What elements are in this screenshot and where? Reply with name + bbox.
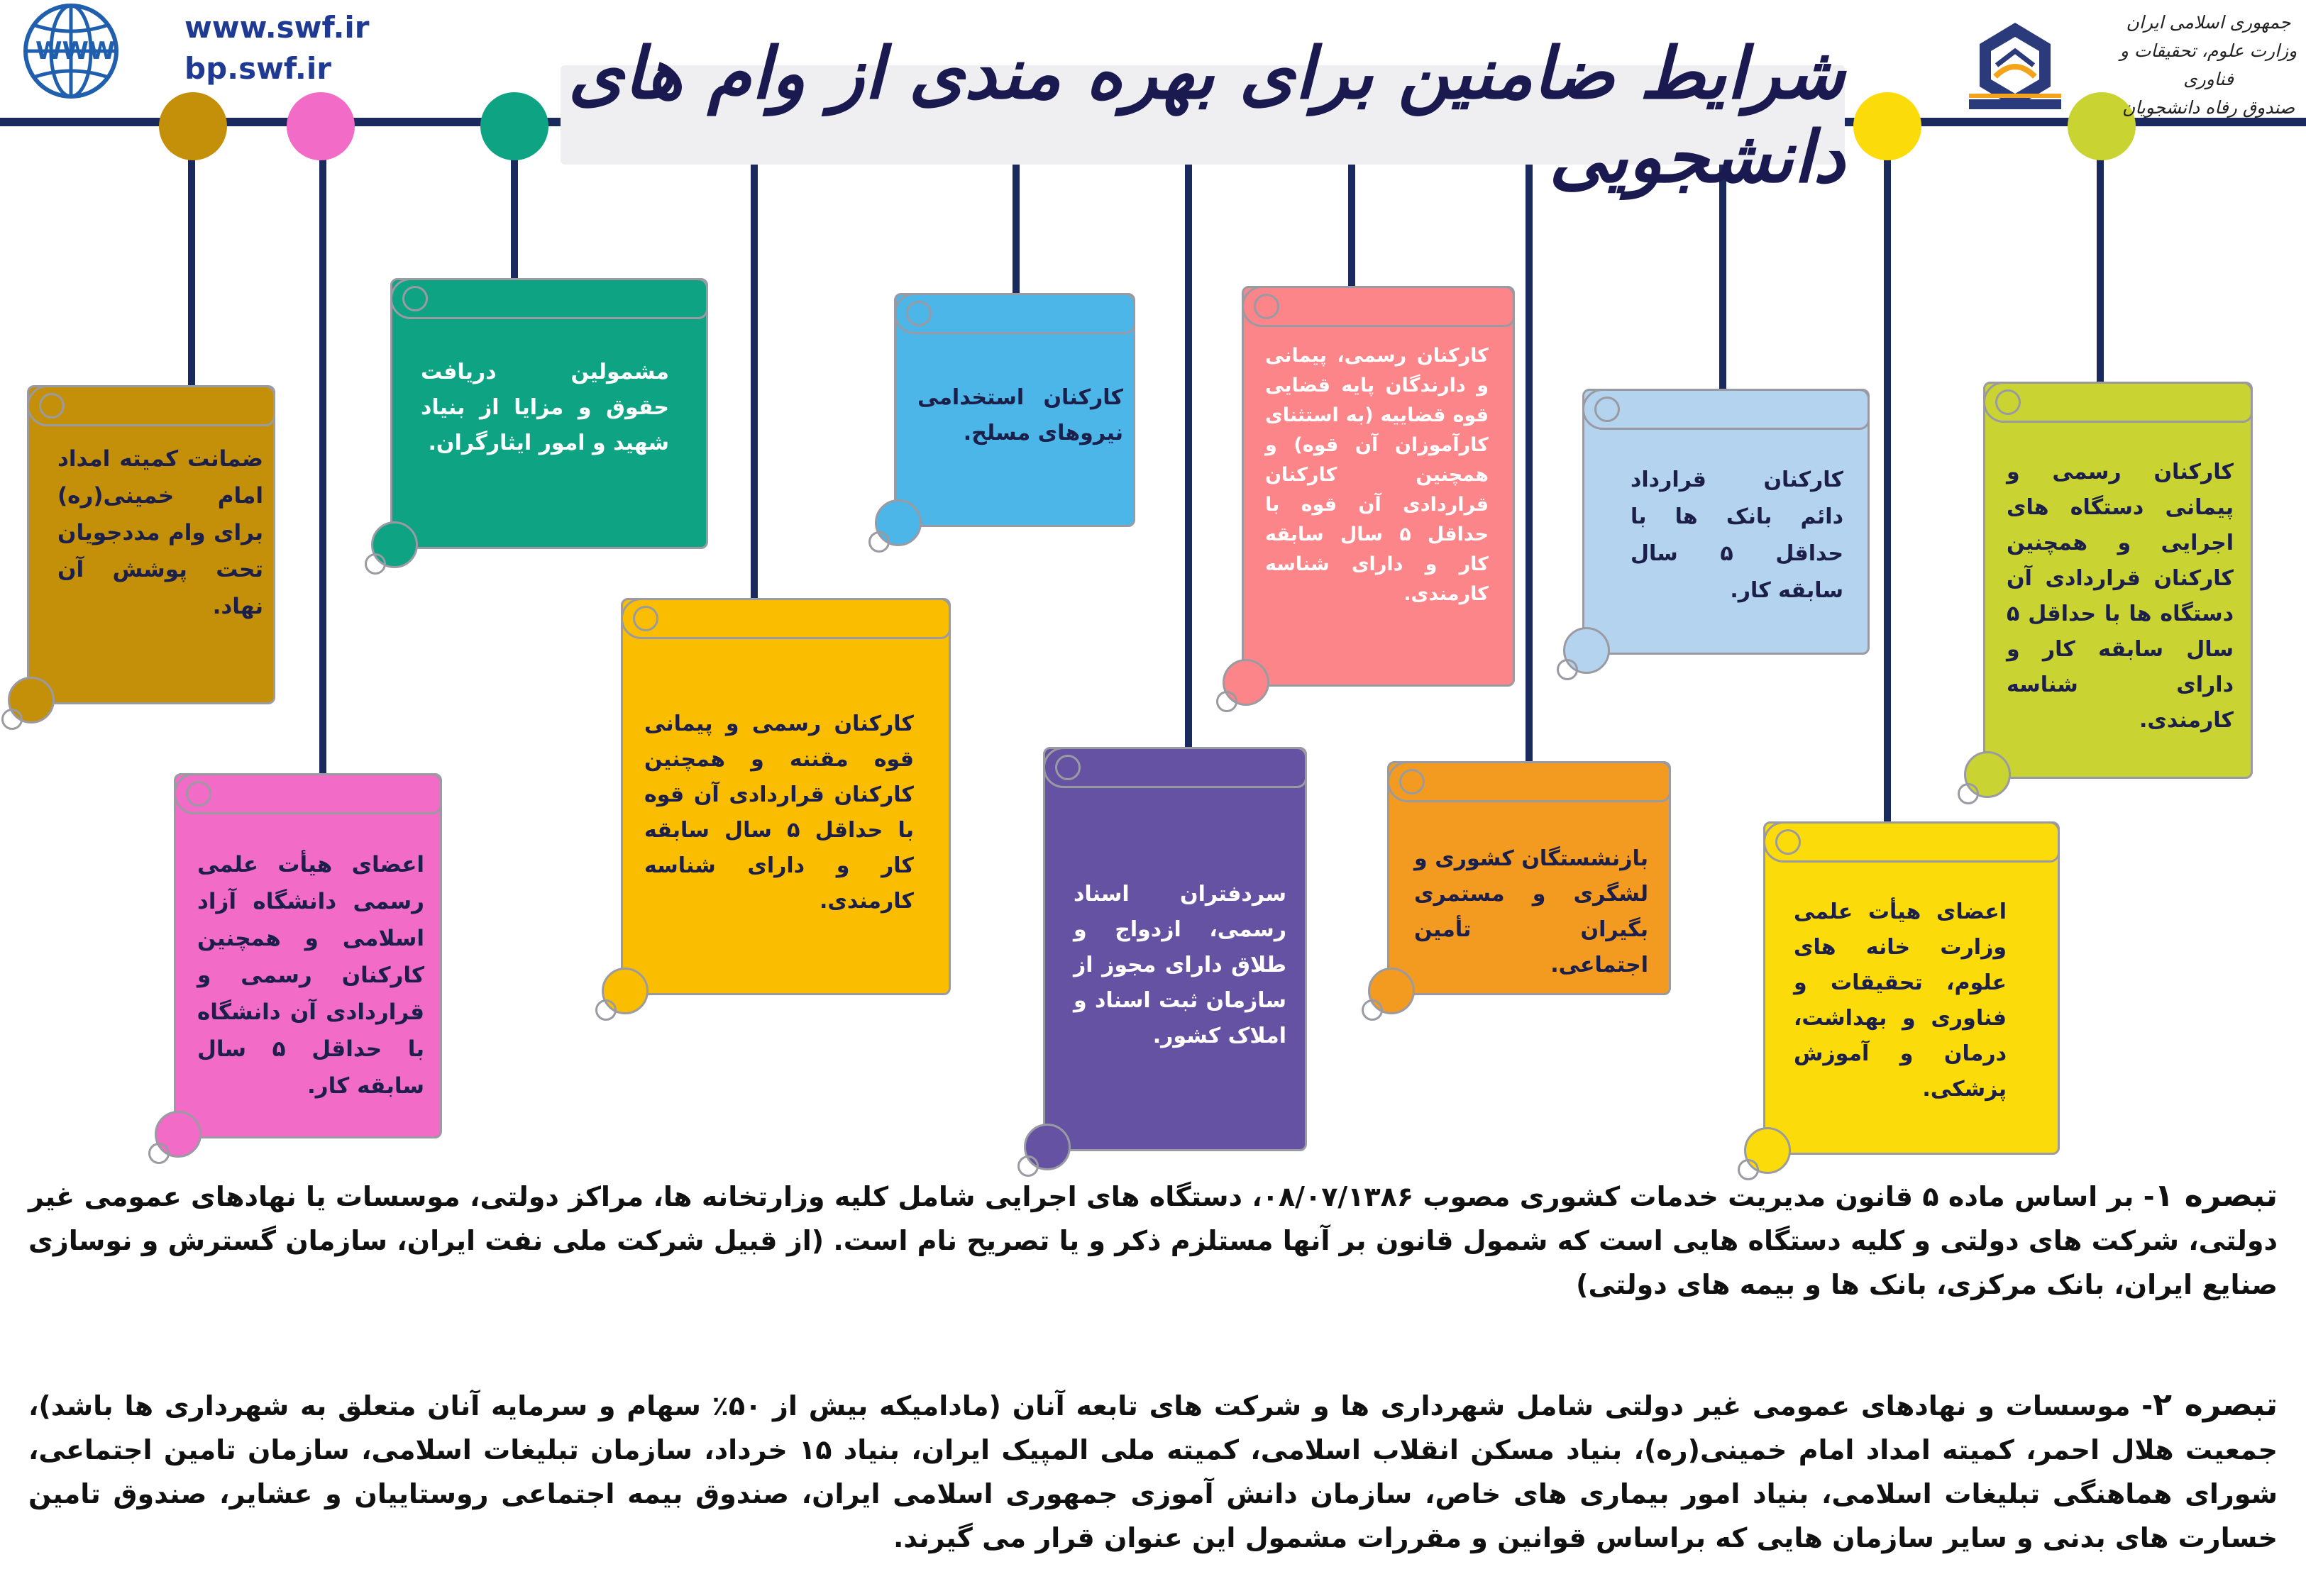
pin-yellow bbox=[1853, 92, 1921, 160]
swf-book-logo-icon bbox=[1969, 23, 2061, 109]
card-notaries bbox=[1043, 747, 1307, 1151]
card-imam-khomeini bbox=[27, 385, 275, 704]
card-executive-agencies bbox=[1983, 382, 2253, 779]
website-urls bbox=[184, 7, 370, 89]
globe-label: WWW bbox=[35, 37, 116, 65]
card-text: اعضای هیأت علمی وزارت خانه های علوم، تحقیقات و فناوری و بهداشت، درمان و آموزش پزشکی. bbox=[1794, 899, 2007, 1102]
card-martyrs-foundation bbox=[390, 278, 708, 549]
ministry-line-3: صندوق رفاه دانشجویان bbox=[2122, 97, 2295, 118]
card-text: کارکنان رسمی، پیمانی و دارندگان پایه قضایی قوه قضاییه (به استثنای کارآموزان آن قوه) و همچنین کارکنان قراردادی آن قوه با حداقل ۵ سال سابقه کار و دارای شناسه کارمندی. bbox=[1265, 345, 1489, 605]
card-text: ضمانت کمیته امداد امام خمینی(ره) برای وام مددجویان تحت پوشش آن نهاد. bbox=[57, 446, 263, 619]
ministry-name bbox=[2118, 9, 2299, 122]
note-1-text: - بر اساس ماده ۵ قانون مدیریت خدمات کشوری مصوب ۰۸/۰۷/۱۳۸۶، دستگاه های اجرایی شامل کلیه وزارتخانه ها، مراکز دولتی، موسسات یا نهادهای عمومی غیر دولتی، شرکت های دولتی و کلیه دستگاه هایی است که شمول قانون بر آنها مستلزم ذکر و یا تصریح نام است. (از قبیل شرکت ملی نفت ایران، سازمان گسترش و نوسازی صنایع ایران، بانک مرکزی، بانک ها و بیمه های دولتی) bbox=[28, 1181, 2278, 1300]
pin-dark-yellow bbox=[159, 92, 227, 160]
card-text: بازنشستگان کشوری و لشگری و مستمری بگیران تأمین اجتماعی. bbox=[1414, 846, 1648, 977]
pin-pink bbox=[287, 92, 355, 160]
note-2-text: - موسسات و نهادهای عمومی غیر دولتی شامل شهرداری ها و شرکت های تابعه آنان (مادامیکه بیش از ۵۰٪ سهام و سرمایه آنان متعلق به شهرداری ها باشد)، جمعیت هلال احمر، کمیته امداد امام خمینی(ره)، بنیاد مسکن انقلاب اسلامی، کمیته ملی المپیک ایران، بنیاد ۱۵ خرداد، سازمان تبلیغات اسلامی، سازمان تامین اجتماعی، شورای هماهنگی تبلیغات اسلامی، بنیاد امور بیماری های خاص، سازمان دانش آموزی جمهوری اسلامی ایران، صندوق بیمه اجتماعی روستاییان و عشایر، صندوق تامین خسارت های بدنی و سایر سازمان هایی که براساس قوانین و مقررات مشمول این عنوان قرار می گیرند. bbox=[28, 1390, 2278, 1553]
card-armed-forces bbox=[894, 293, 1135, 527]
card-retirees bbox=[1387, 761, 1671, 995]
card-text: سردفتران اسناد رسمی، ازدواج و طلاق دارای مجوز از سازمان ثبت اسناد و املاک کشور. bbox=[1074, 882, 1286, 1048]
note-1 bbox=[28, 1174, 2278, 1307]
note-1-label: تبصره ۱ bbox=[2154, 1177, 2278, 1214]
url-bp[interactable]: bp.swf.ir bbox=[184, 51, 331, 86]
card-judiciary bbox=[621, 598, 951, 995]
ministry-line-2: وزارت علوم، تحقیقات و فناوری bbox=[2119, 40, 2297, 89]
card-text: کارکنان قرارداد دائم بانک ها با حداقل ۵ سال سابقه کار. bbox=[1631, 467, 1843, 603]
page-title: شرایط ضامنین برای بهره مندی از وام های دانشجویی bbox=[568, 31, 1845, 199]
card-faculty-azad bbox=[174, 773, 442, 1138]
url-main[interactable]: www.swf.ir bbox=[184, 10, 370, 45]
card-text: اعضای هیأت علمی رسمی دانشگاه آزاد اسلامی و همچنین کارکنان رسمی و قراردادی آن دانشگاه با حداقل ۵ سال سابقه کار. bbox=[197, 852, 424, 1099]
card-text: کارکنان استخدامی نیروهای مسلح. bbox=[917, 385, 1123, 445]
pin-teal bbox=[480, 92, 548, 160]
ministry-line-1: جمهوری اسلامی ایران bbox=[2126, 12, 2291, 33]
card-faculty-health bbox=[1763, 821, 2060, 1155]
note-2-label: تبصره ۲ bbox=[2153, 1387, 2278, 1423]
card-text: کارکنان رسمی و پیمانی دستگاه های اجرایی و همچنین کارکنان قراردادی آن دستگاه ها با حداقل ۵ سال سابقه کار و دارای شناسه کارمندی. bbox=[2007, 460, 2234, 733]
card-text: مشمولین دریافت حقوق و مزایا از بنیاد شهید و امور ایثارگران. bbox=[421, 360, 669, 455]
card-bank-contract bbox=[1582, 389, 1870, 655]
card-text: کارکنان رسمی و پیمانی قوه مقننه و همچنین کارکنان قراردادی آن قوه با حداقل ۵ سال سابقه کار و دارای شناسه کارمندی. bbox=[644, 711, 914, 914]
card-judicial-staff bbox=[1242, 286, 1515, 687]
note-2 bbox=[28, 1383, 2278, 1560]
